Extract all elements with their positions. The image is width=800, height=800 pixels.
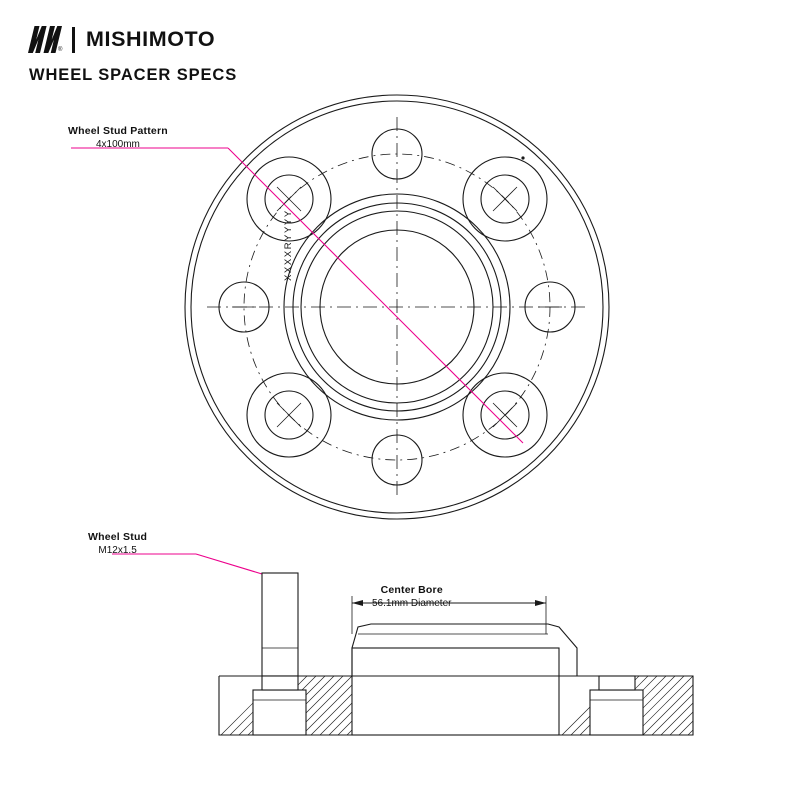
callout-title: Center Bore (380, 584, 443, 596)
detail-dot (521, 156, 524, 159)
engraving-text: XXXXRYYYY (283, 209, 294, 281)
dimension-arrow-right (535, 600, 546, 606)
brand-name: MISHIMOTO (86, 27, 216, 52)
leader-diagonal (228, 148, 523, 443)
side-section-view (219, 573, 693, 735)
stud-seat-right (590, 690, 643, 735)
hub-cavity (352, 648, 559, 735)
stud-shank-through-left (262, 676, 298, 690)
registered-mark: ® (58, 47, 63, 53)
stud-seat-pockets (253, 676, 643, 735)
page-title: WHEEL SPACER SPECS (29, 66, 238, 84)
stud-seat-left (253, 690, 306, 735)
callout-value: 56.1mm Diameter (372, 598, 452, 610)
wheel-stud-leader (112, 554, 262, 574)
stud-shank (262, 573, 298, 676)
front-view (185, 95, 609, 519)
callout-value: 4x100mm (95, 139, 140, 151)
spacer-upper-profile (219, 624, 577, 676)
centerlines (207, 117, 587, 497)
callout-value: M12x1.5 (98, 545, 137, 557)
callout-title: Wheel Stud Pattern (68, 125, 168, 137)
leader-angled (196, 554, 262, 574)
dimension-arrow-left (352, 600, 363, 606)
wheel-stud-profile (262, 573, 298, 676)
callout-title: Wheel Stud (88, 531, 148, 543)
stud-pattern-leader (71, 148, 523, 443)
center-bore-dimension (352, 596, 546, 634)
stud-shank-through-right (599, 676, 635, 690)
